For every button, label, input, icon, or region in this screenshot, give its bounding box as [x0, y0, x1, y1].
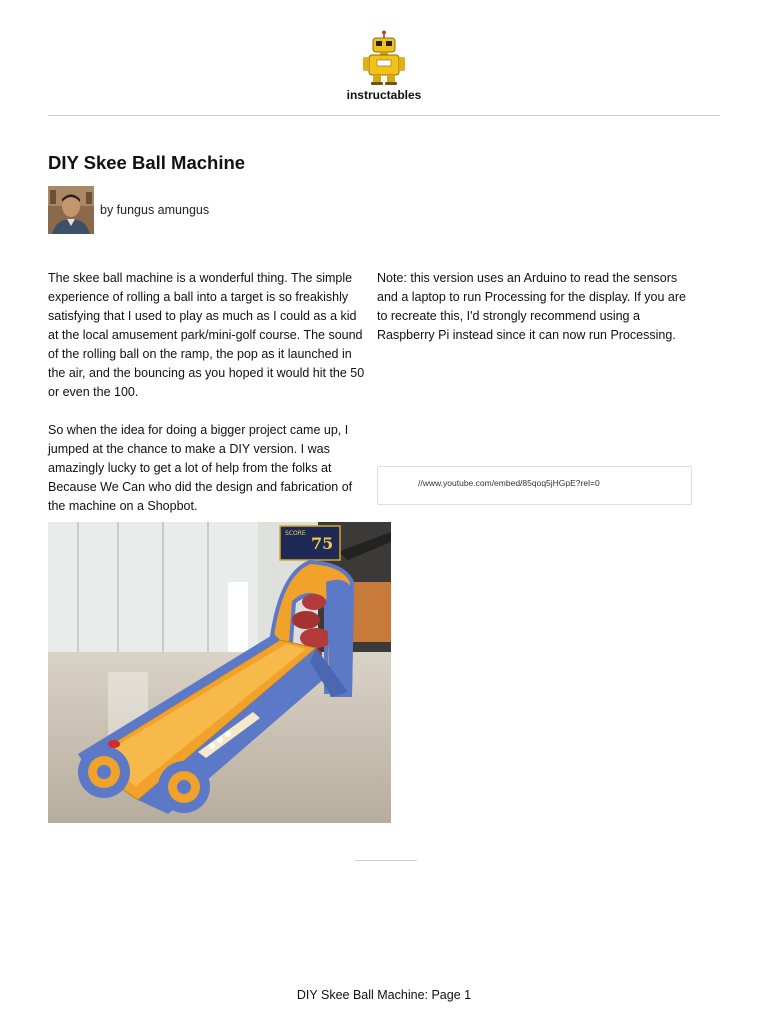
header-divider — [48, 115, 720, 116]
skee-ball-machine-photo — [48, 522, 391, 823]
article-column-left — [48, 269, 370, 535]
score-label: SCORE — [285, 530, 306, 537]
intro-paragraph: The skee ball machine is a wonderful thing. The simple experience of rolling a ball into a target is so freakishly satisfying that I used to play as much as I could as a kid at the local amusement park/mini-golf course. The sound of the rolling ball on the ramp, the pop as it launched in the air, and the bouncing as you hoped it would hit the 50 or even the 100. — [48, 271, 365, 399]
author-avatar[interactable] — [48, 186, 94, 234]
instructables-robot-logo-icon[interactable] — [355, 30, 413, 86]
brand-name[interactable]: instructables — [346, 88, 422, 102]
page-title: DIY Skee Ball Machine — [48, 152, 246, 173]
article-column-right — [377, 269, 699, 364]
note-paragraph: Note: this version uses an Arduino to read the sensors and a laptop to run Processing for the display. If you are to recreate this, I'd strongly recommend using a Raspberry Pi instead since it can now run Processing. — [377, 271, 686, 342]
author-byline[interactable]: by fungus amungus — [100, 203, 210, 217]
score-value: 75 — [311, 534, 334, 553]
project-paragraph: So when the idea for doing a bigger project came up, I jumped at the chance to make a DIY version. I was amazingly lucky to get a lot of help from the folks at Because We Can who did the design and fabrication of the machine on a Shopbot. — [48, 423, 353, 513]
content-end-divider — [355, 860, 417, 861]
page-footer: DIY Skee Ball Machine: Page 1 — [296, 988, 472, 1002]
video-embed-link[interactable]: //www.youtube.com/embed/85qoq5jHGpE?rel=0 — [377, 466, 692, 505]
